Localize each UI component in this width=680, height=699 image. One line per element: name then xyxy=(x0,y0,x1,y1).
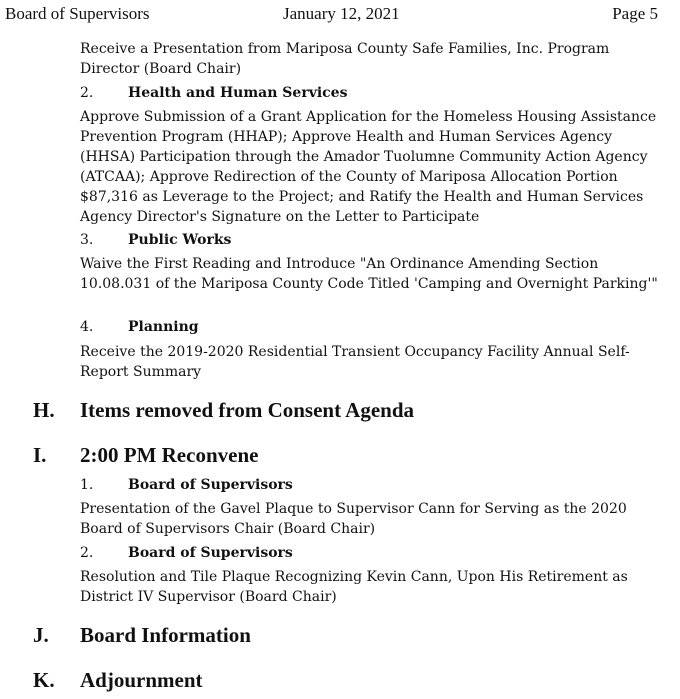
page-header xyxy=(5,4,658,24)
header-date: January 12, 2021 xyxy=(283,4,400,23)
header-page-number: Page 5 xyxy=(612,4,658,23)
section-title: 2:00 PM Reconvene xyxy=(80,443,259,467)
agenda-item-heading xyxy=(80,317,199,337)
section-title: Board Information xyxy=(80,623,251,647)
section-letter: K. xyxy=(33,668,55,692)
item-number: 2. xyxy=(80,545,94,561)
item-number: 1. xyxy=(80,477,94,493)
item-number: 3. xyxy=(80,232,94,248)
agenda-item-text: Presentation of the Gavel Plaque to Supervisor Cann for Serving as the 2020 Board of Supervisors Chair (Board Chair) xyxy=(80,501,627,537)
section-letter: I. xyxy=(33,443,47,467)
section-title: Adjournment xyxy=(80,668,203,692)
item-number: 2. xyxy=(80,85,94,101)
agenda-item-heading xyxy=(80,230,231,250)
agenda-item-text: Receive the 2019-2020 Residential Transient Occupancy Facility Annual Self-Report Summary xyxy=(80,344,630,380)
agenda-item-heading xyxy=(80,543,293,563)
agenda-item-heading xyxy=(80,83,347,103)
item-title: Planning xyxy=(128,319,199,335)
item-title: Board of Supervisors xyxy=(128,545,293,561)
agenda-item-text: Waive the First Reading and Introduce "An Ordinance Amending Section 10.08.031 of the Mariposa County Code Titled 'Camping and Overnight Parking'" xyxy=(80,256,658,292)
agenda-item-heading xyxy=(80,475,293,495)
item-number: 4. xyxy=(80,319,94,335)
item-title: Health and Human Services xyxy=(128,85,348,101)
agenda-item-text: Resolution and Tile Plaque Recognizing Kevin Cann, Upon His Retirement as District IV Supervisor (Board Chair) xyxy=(80,569,628,605)
item-title: Public Works xyxy=(128,232,232,248)
item-title: Board of Supervisors xyxy=(128,477,293,493)
section-letter: J. xyxy=(33,623,49,647)
agenda-item-text: Approve Submission of a Grant Application for the Homeless Housing Assistance Prevention Program (HHAP); Approve Health and Human Services Agency (HHSA) Participation through the Amador Tuolumne Community Action Agency (ATCAA); Approve Redirection of the County of Mariposa Allocation Portion $87,316 as Leverage to the Project; and Ratify the Health and Human Services Agency Director's Signature on the Letter to Participate xyxy=(80,109,657,225)
section-letter: H. xyxy=(33,398,55,422)
intro-item-text: Receive a Presentation from Mariposa County Safe Families, Inc. Program Director (Board Chair) xyxy=(80,41,610,77)
header-board-name: Board of Supervisors xyxy=(5,4,150,23)
section-title: Items removed from Consent Agenda xyxy=(80,398,415,422)
